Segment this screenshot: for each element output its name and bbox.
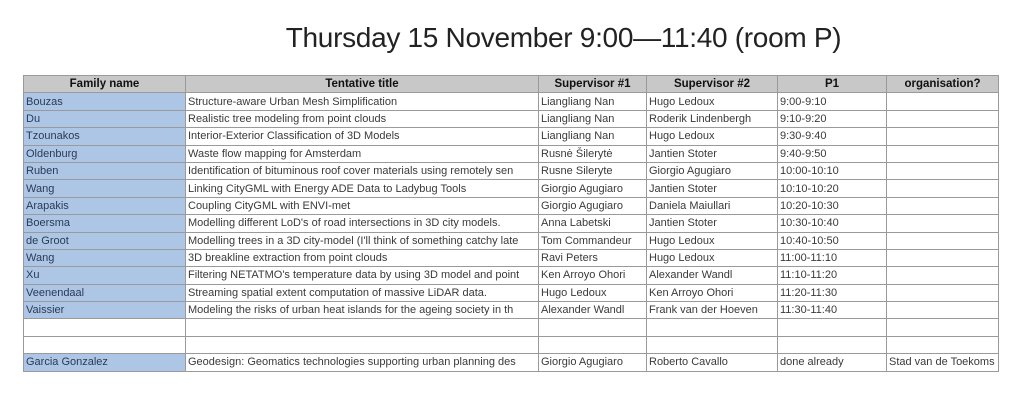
p1-time-cell[interactable]: 9:30-9:40 bbox=[778, 128, 887, 145]
title-cell[interactable]: Structure-aware Urban Mesh Simplification bbox=[186, 93, 539, 110]
title-cell[interactable]: Identification of bituminous roof cover materials using remotely sen bbox=[186, 162, 539, 179]
header-row bbox=[24, 76, 999, 93]
organisation-cell[interactable] bbox=[887, 128, 999, 145]
column-header[interactable]: Supervisor #1 bbox=[539, 76, 647, 93]
p1-time-cell[interactable]: 9:10-9:20 bbox=[778, 110, 887, 127]
table-row bbox=[24, 232, 999, 249]
organisation-cell[interactable] bbox=[887, 110, 999, 127]
supervisor2-cell[interactable]: Roberto Cavallo bbox=[647, 354, 778, 371]
p1-time-cell[interactable] bbox=[778, 319, 887, 336]
family-name-cell[interactable]: Du bbox=[24, 110, 186, 127]
title-cell[interactable]: Filtering NETATMO's temperature data by using 3D model and point bbox=[186, 267, 539, 284]
supervisor2-cell[interactable]: Jantien Stoter bbox=[647, 215, 778, 232]
supervisor1-cell[interactable] bbox=[539, 319, 647, 336]
supervisor1-cell[interactable] bbox=[539, 336, 647, 353]
title-cell[interactable]: Geodesign: Geomatics technologies supporting urban planning des bbox=[186, 354, 539, 371]
supervisor1-cell[interactable]: Liangliang Nan bbox=[539, 93, 647, 110]
supervisor1-cell[interactable]: Giorgio Agugiaro bbox=[539, 197, 647, 214]
organisation-cell[interactable] bbox=[887, 319, 999, 336]
supervisor1-cell[interactable]: Liangliang Nan bbox=[539, 128, 647, 145]
organisation-cell[interactable] bbox=[887, 180, 999, 197]
schedule-table bbox=[23, 75, 999, 372]
family-name-cell[interactable]: Wang bbox=[24, 249, 186, 266]
p1-time-cell[interactable]: 10:00-10:10 bbox=[778, 162, 887, 179]
supervisor1-cell[interactable]: Ravi Peters bbox=[539, 249, 647, 266]
table-row bbox=[24, 162, 999, 179]
title-cell[interactable]: Linking CityGML with Energy ADE Data to Ladybug Tools bbox=[186, 180, 539, 197]
family-name-cell[interactable]: Xu bbox=[24, 267, 186, 284]
family-name-cell[interactable]: Oldenburg bbox=[24, 145, 186, 162]
supervisor1-cell[interactable]: Ken Arroyo Ohori bbox=[539, 267, 647, 284]
title-cell[interactable]: Waste flow mapping for Amsterdam bbox=[186, 145, 539, 162]
supervisor2-cell[interactable] bbox=[647, 336, 778, 353]
family-name-cell[interactable]: Boersma bbox=[24, 215, 186, 232]
p1-time-cell[interactable]: 9:40-9:50 bbox=[778, 145, 887, 162]
family-name-cell[interactable]: Bouzas bbox=[24, 93, 186, 110]
table-row bbox=[24, 215, 999, 232]
supervisor2-cell[interactable]: Frank van der Hoeven bbox=[647, 302, 778, 319]
supervisor2-cell[interactable]: Daniela Maiullari bbox=[647, 197, 778, 214]
supervisor1-cell[interactable]: Giorgio Agugiaro bbox=[539, 354, 647, 371]
organisation-cell[interactable] bbox=[887, 197, 999, 214]
table-row bbox=[24, 145, 999, 162]
p1-time-cell[interactable]: 9:00-9:10 bbox=[778, 93, 887, 110]
supervisor2-cell[interactable] bbox=[647, 319, 778, 336]
p1-time-cell[interactable]: 10:10-10:20 bbox=[778, 180, 887, 197]
supervisor2-cell[interactable]: Jantien Stoter bbox=[647, 145, 778, 162]
p1-time-cell[interactable] bbox=[778, 336, 887, 353]
organisation-cell[interactable] bbox=[887, 145, 999, 162]
family-name-cell[interactable]: de Groot bbox=[24, 232, 186, 249]
p1-time-cell[interactable]: 10:40-10:50 bbox=[778, 232, 887, 249]
supervisor2-cell[interactable]: Hugo Ledoux bbox=[647, 128, 778, 145]
family-name-cell[interactable]: Vaissier bbox=[24, 302, 186, 319]
organisation-cell[interactable] bbox=[887, 249, 999, 266]
supervisor2-cell[interactable]: Hugo Ledoux bbox=[647, 249, 778, 266]
supervisor1-cell[interactable]: Giorgio Agugiaro bbox=[539, 180, 647, 197]
title-cell[interactable]: Modelling different LoD's of road intersections in 3D city models. bbox=[186, 215, 539, 232]
p1-time-cell[interactable]: 11:00-11:10 bbox=[778, 249, 887, 266]
family-name-cell[interactable]: Veenendaal bbox=[24, 284, 186, 301]
p1-time-cell[interactable]: done already bbox=[778, 354, 887, 371]
organisation-cell[interactable]: Stad van de Toekoms bbox=[887, 354, 999, 371]
organisation-cell[interactable] bbox=[887, 93, 999, 110]
title-cell[interactable] bbox=[186, 319, 539, 336]
table-row bbox=[24, 197, 999, 214]
supervisor1-cell[interactable]: Rusnė Šilerytė bbox=[539, 145, 647, 162]
supervisor1-cell[interactable]: Anna Labetski bbox=[539, 215, 647, 232]
table-row bbox=[24, 284, 999, 301]
p1-time-cell[interactable]: 11:10-11:20 bbox=[778, 267, 887, 284]
supervisor2-cell[interactable]: Hugo Ledoux bbox=[647, 232, 778, 249]
supervisor2-cell[interactable]: Jantien Stoter bbox=[647, 180, 778, 197]
title-cell[interactable]: 3D breakline extraction from point clouds bbox=[186, 249, 539, 266]
table-row bbox=[24, 319, 999, 336]
column-header[interactable]: organisation? bbox=[887, 76, 999, 93]
family-name-cell[interactable]: Tzounakos bbox=[24, 128, 186, 145]
p1-time-cell[interactable]: 11:20-11:30 bbox=[778, 284, 887, 301]
family-name-cell[interactable] bbox=[24, 319, 186, 336]
organisation-cell[interactable] bbox=[887, 267, 999, 284]
supervisor2-cell[interactable]: Ken Arroyo Ohori bbox=[647, 284, 778, 301]
family-name-cell[interactable] bbox=[24, 336, 186, 353]
column-header[interactable]: Tentative title bbox=[186, 76, 539, 93]
supervisor2-cell[interactable]: Giorgio Agugiaro bbox=[647, 162, 778, 179]
table-row bbox=[24, 302, 999, 319]
family-name-cell[interactable]: Arapakis bbox=[24, 197, 186, 214]
table-row bbox=[24, 249, 999, 266]
organisation-cell[interactable] bbox=[887, 302, 999, 319]
organisation-cell[interactable] bbox=[887, 162, 999, 179]
supervisor1-cell[interactable]: Rusne Sileryte bbox=[539, 162, 647, 179]
title-cell[interactable]: Streaming spatial extent computation of massive LiDAR data. bbox=[186, 284, 539, 301]
column-header[interactable]: P1 bbox=[778, 76, 887, 93]
supervisor2-cell[interactable]: Alexander Wandl bbox=[647, 267, 778, 284]
supervisor1-cell[interactable]: Alexander Wandl bbox=[539, 302, 647, 319]
table-row bbox=[24, 110, 999, 127]
table-row bbox=[24, 267, 999, 284]
page-title: Thursday 15 November 9:00—11:40 (room P) bbox=[285, 22, 842, 53]
organisation-cell[interactable] bbox=[887, 232, 999, 249]
supervisor1-cell[interactable]: Liangliang Nan bbox=[539, 110, 647, 127]
p1-time-cell[interactable]: 10:30-10:40 bbox=[778, 215, 887, 232]
table-row bbox=[24, 354, 999, 371]
family-name-cell[interactable]: Ruben bbox=[24, 162, 186, 179]
supervisor1-cell[interactable]: Hugo Ledoux bbox=[539, 284, 647, 301]
supervisor2-cell[interactable]: Hugo Ledoux bbox=[647, 93, 778, 110]
family-name-cell[interactable]: Garcia Gonzalez bbox=[24, 354, 186, 371]
family-name-cell[interactable]: Wang bbox=[24, 180, 186, 197]
table-row bbox=[24, 93, 999, 110]
p1-time-cell[interactable]: 10:20-10:30 bbox=[778, 197, 887, 214]
organisation-cell[interactable] bbox=[887, 336, 999, 353]
table-row bbox=[24, 180, 999, 197]
supervisor1-cell[interactable]: Tom Commandeur bbox=[539, 232, 647, 249]
table-row bbox=[24, 128, 999, 145]
title-cell[interactable]: Interior-Exterior Classification of 3D Models bbox=[186, 128, 539, 145]
title-cell[interactable] bbox=[186, 336, 539, 353]
supervisor2-cell[interactable]: Roderik Lindenbergh bbox=[647, 110, 778, 127]
column-header[interactable]: Family name bbox=[24, 76, 186, 93]
column-header[interactable]: Supervisor #2 bbox=[647, 76, 778, 93]
p1-time-cell[interactable]: 11:30-11:40 bbox=[778, 302, 887, 319]
title-cell[interactable]: Modeling the risks of urban heat islands for the ageing society in th bbox=[186, 302, 539, 319]
title-cell[interactable]: Realistic tree modeling from point clouds bbox=[186, 110, 539, 127]
organisation-cell[interactable] bbox=[887, 215, 999, 232]
organisation-cell[interactable] bbox=[887, 284, 999, 301]
table-row bbox=[24, 336, 999, 353]
title-cell[interactable]: Coupling CityGML with ENVI-met bbox=[186, 197, 539, 214]
title-cell[interactable]: Modelling trees in a 3D city-model (I'll think of something catchy late bbox=[186, 232, 539, 249]
